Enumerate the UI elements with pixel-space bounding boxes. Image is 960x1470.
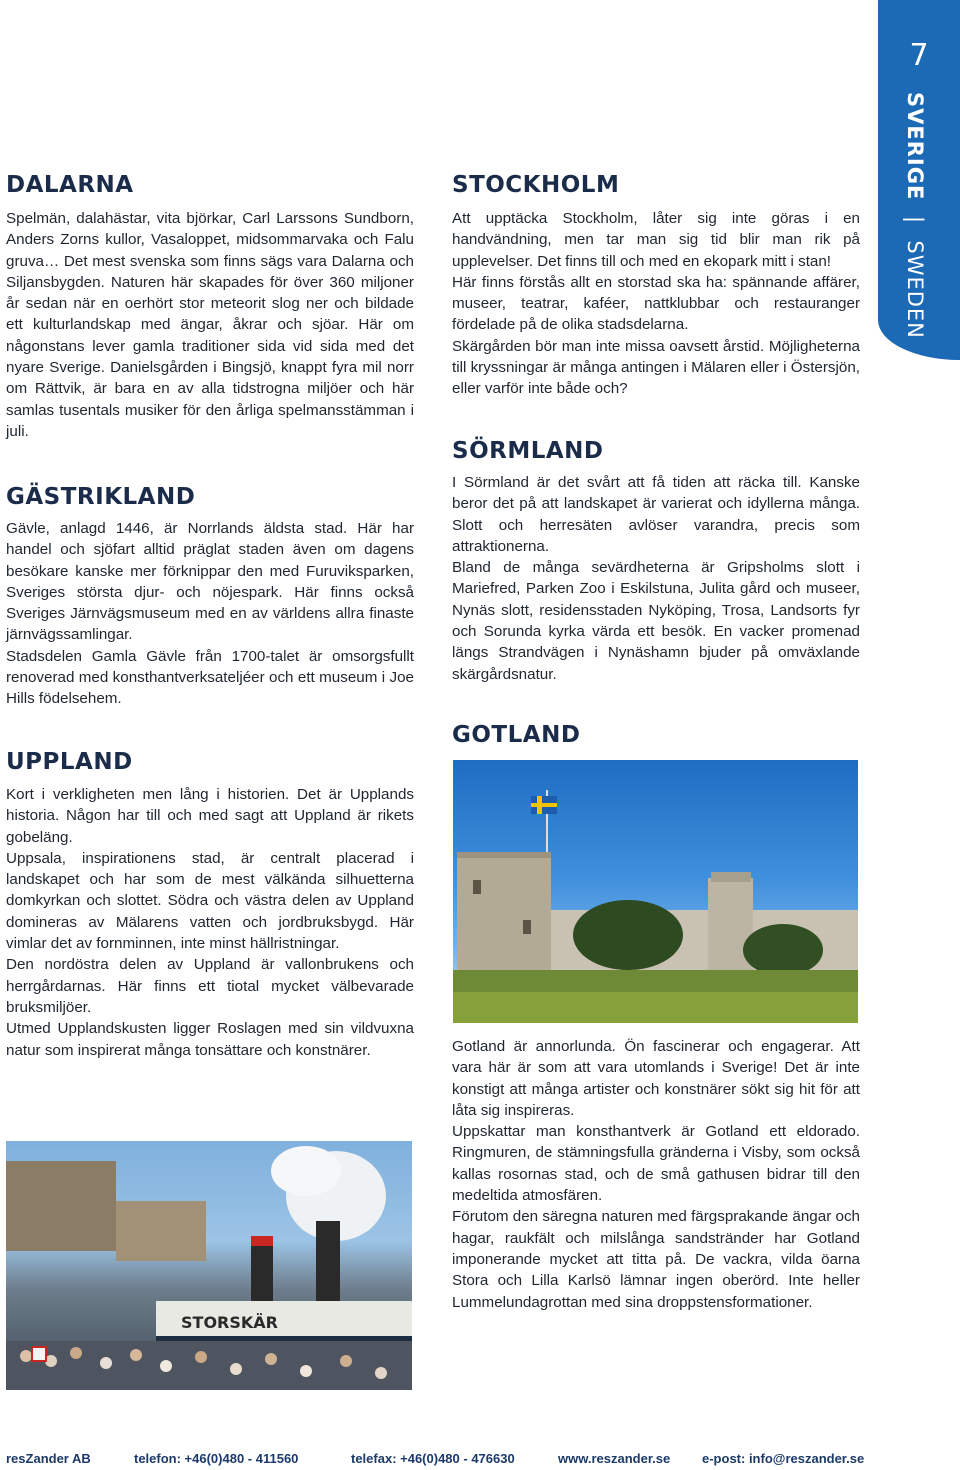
paragraph: Gotland är annorlunda. Ön fascinerar och engagerar. Att vara här är som att vara utomlands i Sverige! Det är inte konstigt att många artister och konstnärer sökt sig hit för att låta sig inspireras. — [452, 1038, 860, 1119]
paragraph: Uppskattar man konsthantverk är Gotland ett eldorado. Ringmuren, de stämningsfulla gränderna i Visby, som också kallas rosornas stad, och de små gathusen bidrar till den medeltida atmosfären. — [452, 1123, 860, 1205]
steamboat-illustration — [6, 1141, 412, 1390]
section-tab — [878, 0, 960, 360]
text-uppland — [6, 784, 414, 1061]
ship-name: STORSKÄR — [181, 1313, 278, 1332]
gotland-photo — [453, 760, 858, 1023]
footer-phone: telefon: +46(0)480 - 411560 — [134, 1451, 299, 1466]
heading-uppland: UPPLAND — [6, 749, 133, 775]
paragraph: Förutom den säregna naturen med färgsprakande ängar och hagar, raukfält och milslånga sandstränder har Gotland imponerande mycket att titta på. De vackra, vilda öarna Stora och Lilla Karlsö lämnar ingen oberörd. Inte heller Lummelundagrottan med sina droppstensformationer. — [452, 1208, 860, 1311]
paragraph: Utmed Upplandskusten ligger Roslagen med sin vildvuxna natur som inspirerat många tonsättare och konstnärer. — [6, 1020, 414, 1059]
paragraph: Spelmän, dalahästar, vita björkar, Carl Larssons Sundborn, Anders Zorns kullor, Vasaloppet, midsommarvaka och Falu gruva… Det mest svenska som finns sägs vara Dalarna och Siljansbygden. Naturen här skapades för över 360 miljoner år sedan när en oerhört stor meteorit slog ner och bildade ett kulturlandskap med ängar, åkrar och sjöar. Här om någonstans lever gamla traditioner sida vid sida med det nyare Sverige. Danielsgården i Bingsjö, knappt fyra mil norr om Rättvik, är bara en av alla tidstrogna miljöer och här samlas tusentals musiker för den årliga spelmansstämman i juli. — [6, 210, 414, 440]
tab-label-swedish: SVERIGE — [903, 92, 927, 201]
footer-email-link[interactable]: e-post: info@reszander.se — [702, 1451, 865, 1466]
heading-gastrikland: GÄSTRIKLAND — [6, 484, 196, 510]
paragraph: Kort i verkligheten men lång i historien. Det är Upplands historia. Någon har till och med sagt att Uppland är rikets gobeläng. — [6, 786, 414, 846]
paragraph: Att upptäcka Stockholm, låter sig inte göras i en handvändning, men tar man sig tid blir man rik på upplevelser. Det finns till och med en ekopark mitt i stan! — [452, 210, 860, 270]
footer — [6, 1451, 865, 1469]
paragraph: Här finns förstås allt en storstad ska ha: spännande affärer, museer, teatrar, kaféer, nattklubbar och restauranger fördelade på de olika stadsdelarna. — [452, 273, 860, 334]
tab-label — [903, 92, 927, 339]
paragraph: Skärgården bör man inte missa oavsett årstid. Möjligheterna till kryssningar är många antingen i Mälaren eller i Östersjön, eller varför inte både och? — [452, 337, 860, 398]
visby-wall-illustration — [453, 760, 858, 1023]
footer-company: resZander AB — [6, 1451, 91, 1466]
footer-fax: telefax: +46(0)480 - 476630 — [351, 1451, 515, 1466]
heading-dalarna: DALARNA — [6, 172, 134, 198]
paragraph: Den nordöstra delen av Uppland är vallonbrukens och herrgårdarnas. Här finns ett tiotal mycket välbevarade bruksmiljöer. — [6, 956, 414, 1016]
steamboat-photo — [6, 1141, 412, 1390]
tab-separator: | — [903, 216, 927, 225]
text-sormland — [452, 472, 860, 685]
heading-stockholm: STOCKHOLM — [452, 172, 620, 198]
paragraph: I Sörmland är det svårt att få tiden att räcka till. Kanske beror det på att landskapet är varierat och idyllerna många. Slott och herresäten avlöser varandra, precis som attraktionerna. — [452, 474, 860, 555]
paragraph: Gävle, anlagd 1446, är Norrlands äldsta stad. Här har handel och sjöfart alltid präglat staden även om dagens besökare kanske mer förknippar den med Furuviksparken, Sveriges största djur- och nöjespark. Här finns också Sveriges Järnvägsmuseum med en av världens allra finaste järnvägssamlingar. — [6, 520, 414, 644]
paragraph: Stadsdelen Gamla Gävle från 1700-talet är omsorgsfullt renoverad med konsthantverksateljéer och ett museum i Joe Hills födelsehem. — [6, 647, 414, 708]
paragraph: Uppsala, inspirationens stad, är centralt placerad i landskapet och har som de mest välkända silhuetterna domkyrkan och slottet. Södra och västra delen av Uppland domineras av Mälarens vatten och jordbruksbygd. Här vimlar det av fornminnen, inte minst hällristningar. — [6, 849, 414, 953]
tab-label-english: SWEDEN — [903, 240, 927, 339]
heading-gotland: GOTLAND — [452, 722, 581, 748]
paragraph: Bland de många sevärdheterna är Gripsholms slott i Mariefred, Parken Zoo i Eskilstuna, Julita gård och museer, Nynäs slott, residensstaden Nyköping, Trosa, Landsorts fyr och Sorunda kyrka värda ett besök. En vacker promenad längs Strandvägen i Nynäshamn bjuder på omväxlande skärgårdsnatur. — [452, 559, 860, 683]
text-gotland — [452, 1036, 860, 1313]
footer-website-link[interactable]: www.reszander.se — [558, 1451, 671, 1466]
text-stockholm — [452, 208, 860, 400]
text-dalarna — [6, 208, 414, 442]
text-gastrikland — [6, 518, 414, 710]
page-number: 7 — [909, 38, 929, 73]
heading-sormland: SÖRMLAND — [452, 438, 604, 464]
